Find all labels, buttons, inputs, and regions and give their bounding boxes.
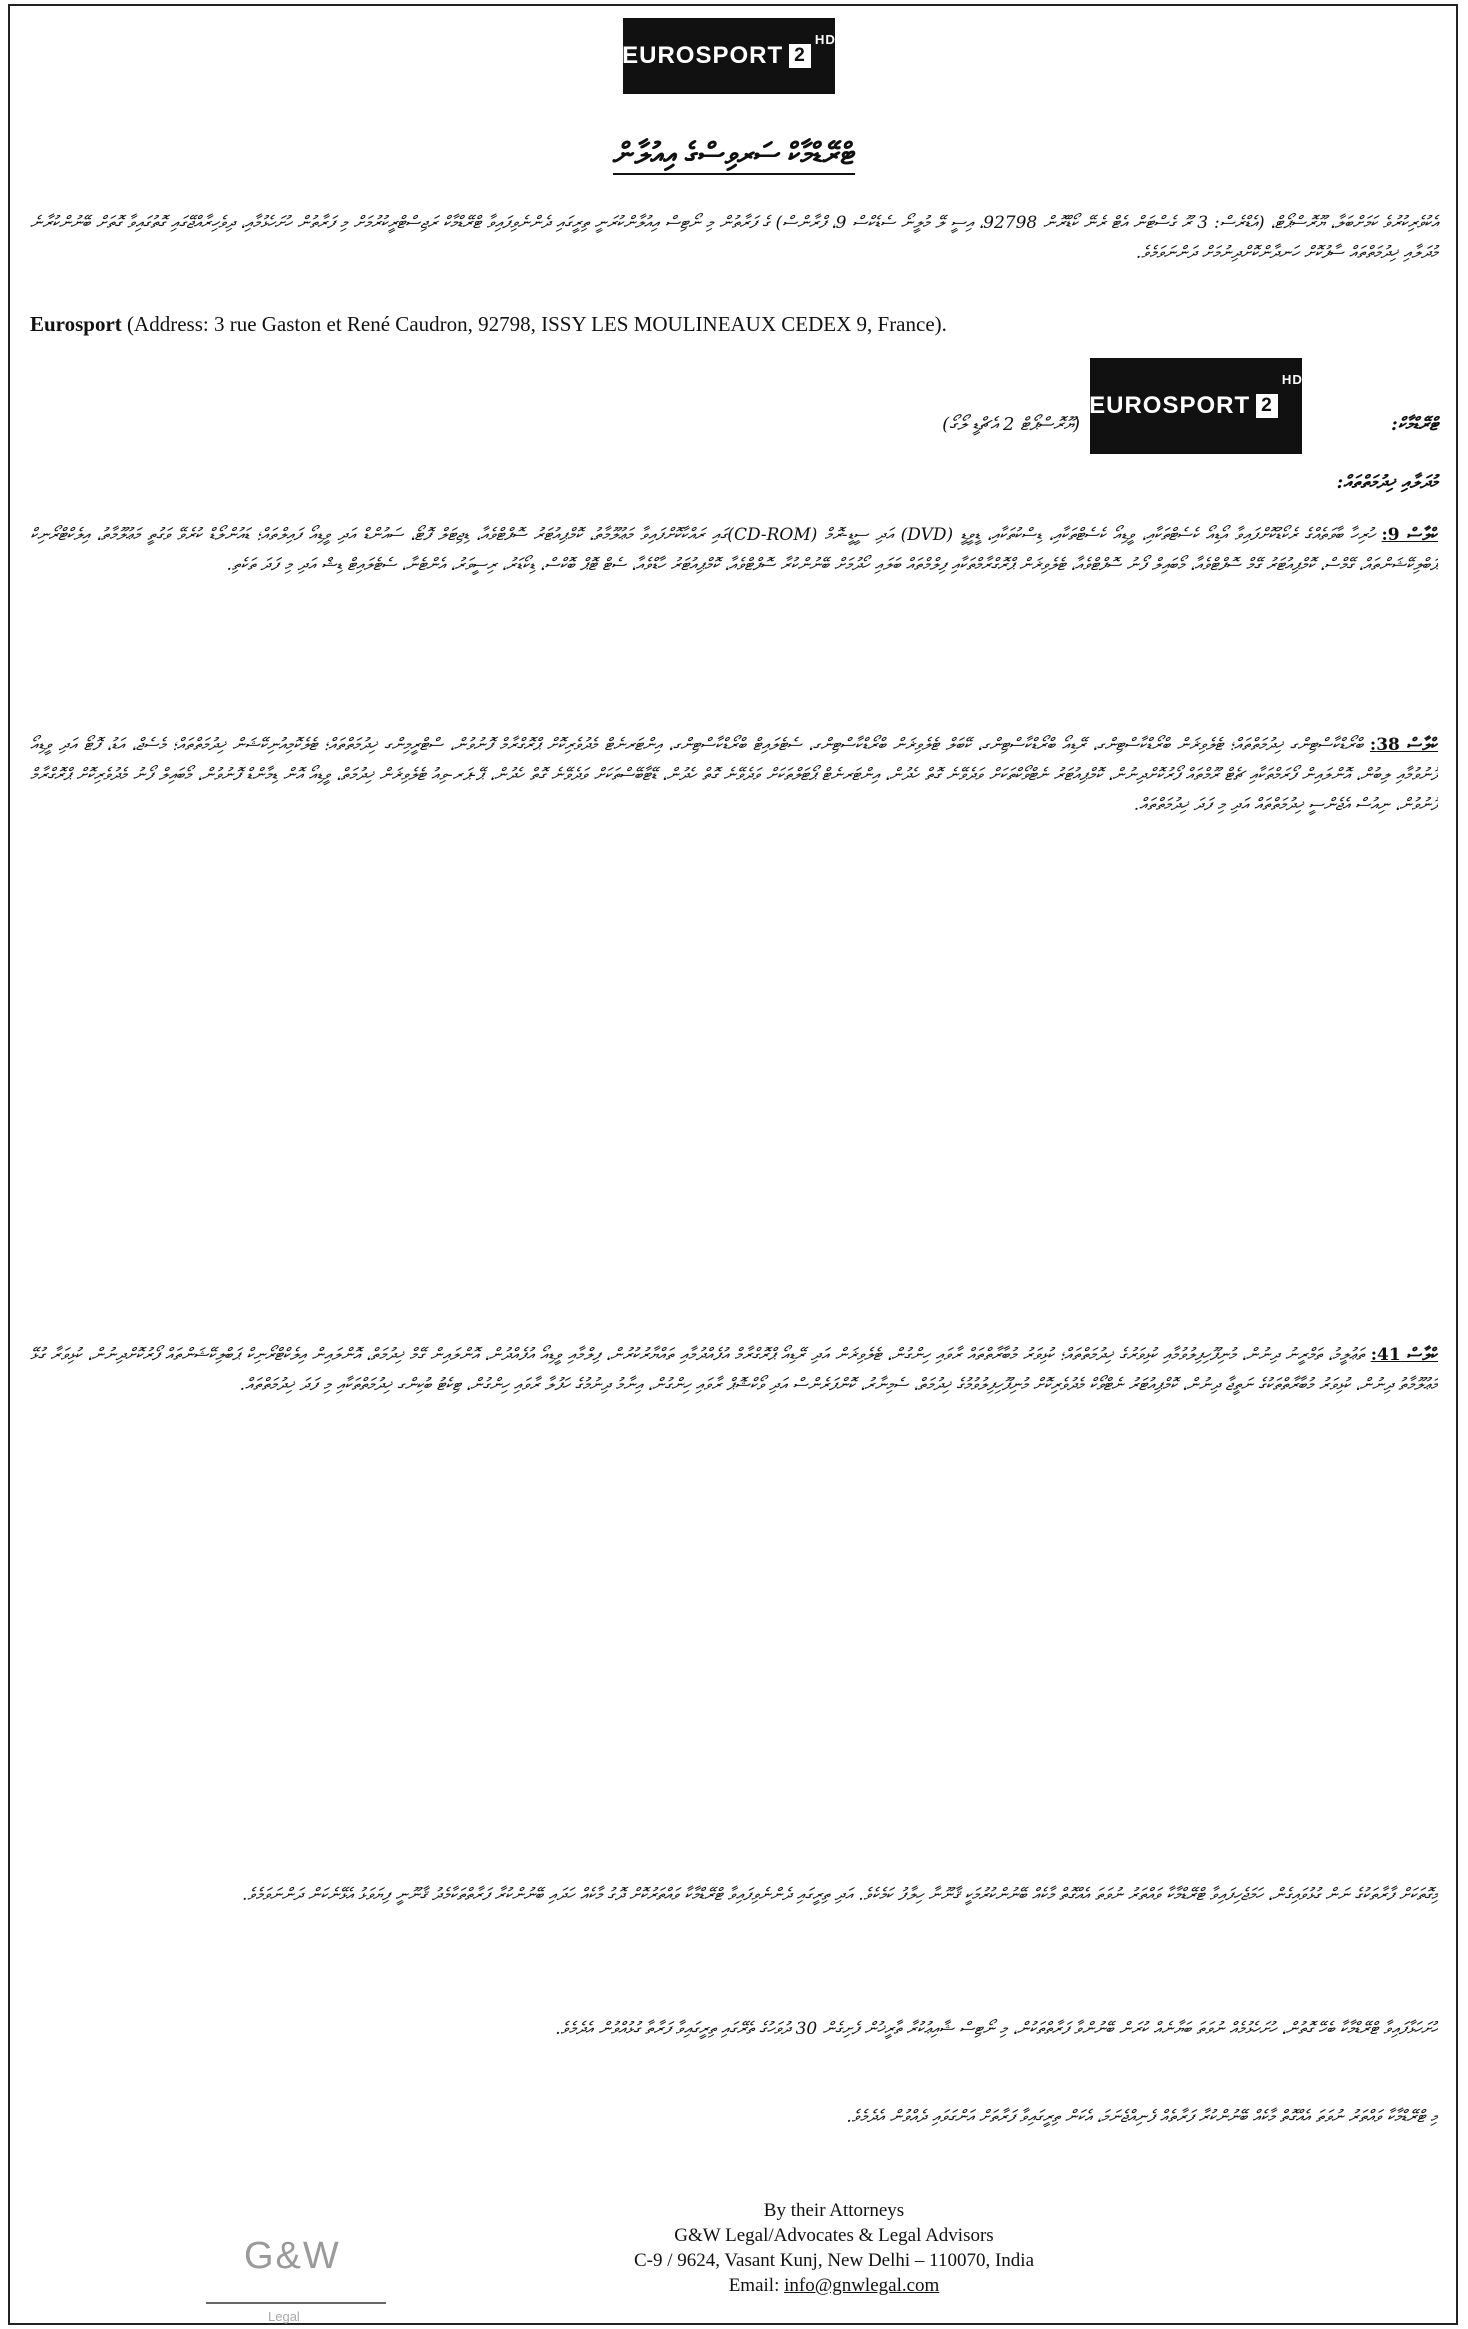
intro-english [30, 310, 1438, 338]
mark-description: (ޔޫރޮސްޕޯޓް 2 އެޗްޑީ ލޯގޯ) [942, 414, 1080, 435]
eurosport-logo-top [623, 18, 835, 94]
attorneys-line-2: G&W Legal/Advocates & Legal Advisors [674, 2225, 994, 2246]
attorneys-line-3: C-9 / 9624, Vasant Kunj, New Delhi – 110070, India [633, 2250, 1034, 2271]
intro-dhivehi: އެކުވެރިކުރުވެ ކަމަށްބަލާ، ޔޫރޮސްޕޯޓް، (އެޑްރެސް: 3 ރޫ ގެސްޓަން އެޓް ރެނޭ ކޯޑްރޮން 92798، އިސީ ލޭ މުލީނޯ ސެޑެކްސް 9، ފްރާންސް) ގެ ފަރާތުން މި ނޯޓިސް އިއުލާންކުރަނީ ތިރީގައި ދެންނެވިފައިވާ ޓްރޭޑްމާކް ރަޖިސްޓްރީކުރުމަށް މި ފަރާތުން ހުށަހެޅުމާއި، ދިވެހިރާއްޖޭގައި ގޮތުގައިވާ ގޮތަށް ބޭނުންކުރާނެ މުދަލާއި ޚިދުމަތްތައް ސާފުކޮށް ހަނދާންކޮށްދިނުމަށް ދަންނަވަމެވެ. [30, 213, 1438, 263]
attorneys-block [520, 2198, 1148, 2298]
company-address: (Address: 3 rue Gaston et René Caudron, 92798, ISSY LES MOULINEAUX CEDEX 9, France). [127, 312, 947, 336]
classes-heading: މުދަލާއި ޚިދުމަތްތައް: [1336, 472, 1438, 493]
class-9-text: ހުރިހާ ބާވަތެއްގެ ރެކޯޑުކޮށްފައިވާ އޯޑިއޯ ކެސެޓްތަކާއި، ވީޑިއޯ ކެސެޓްތަކާއި، ޑިސްކުތަކާއި، ޑީވީޑީ (DVD) އަދި ސީޑީ-ރޮމް (CD-ROM)ގައި ރައްކާކޮށްފައިވާ މަޢުލޫމާތު، ކޮމްޕިއުޓަރު ސޮފްޓްވެއާ، ޑިޖިޓަލް ފޮޓޯ، ސައުންޑް އަދި ވީޑިއޯ ފައިލްތައް؛ ޑައުންލޯޑް ކުރެވޭ ވަގުތީ މަޢުލޫމާތު، އިލެކްޓްރޯނިކް ޕަބްލިކޭޝަންތައް، ގޭމްސް، ކޮމްޕިއުޓަރު ގޭމް ސޮފްޓްވެއާ، މޯބައިލް ފޯނު ސޮފްޓްވެއާ، ޓެލެވިޜަން ޕްރޮގްރާމްތަކާއި ފިލްމްތައް ބަލައި ހޯދުމަށް ބޭނުންކުރާ ސޮފްޓްވެއާ، ކޮމްޕިއުޓަރު ހާޑްވެއާ، ސެޓް ޓޮޕް ބޮކްސް، ޑިކޯޑަރު، ރިސީވަރު، އެންޓެނާ، ސެޓެލައިޓް ޑިޝް އަދި މި ފަދަ ތަކެތި. [30, 525, 1438, 575]
gw-logo: G&W [244, 2235, 341, 2277]
class-41-label: ކްލާސް 41: [1370, 1345, 1438, 1365]
gw-logo-sub: Legal [268, 2309, 300, 2324]
page-title [0, 138, 1468, 172]
class-41 [30, 1340, 1438, 1860]
logo-mark-number: 2 [1256, 394, 1278, 418]
logo-mark-suffix: HD [1281, 372, 1303, 387]
class-9-label: ކްލާސް 9: [1381, 525, 1438, 545]
class-9 [30, 520, 1438, 700]
class-38-text: ބްރޯޑްކާސްޓިންގ ޚިދުމަތްތައް؛ ޓެލެވިޜަން ބްރޯޑްކާސްޓިންގ، ރޭޑިއޯ ބްރޯޑްކާސްޓިންގ، ކޭބަލް ޓެލެވިޜަން ބްރޯޑްކާސްޓިންގ، ސެޓެލައިޓް ބްރޯޑްކާސްޓިންގ، އިންޓަރނެޓް މެދުވެރިކޮށް ޕްރޮގްރާމް ފޮނުވުން، ސްޓްރީމިންގ ޚިދުމަތްތައް؛ ޓެލެކޮމިއުނިކޭޝަން ޚިދުމަތްތައް؛ މެސެޖް، އަޑު، ފޮޓޯ އަދި ވީޑިއޯ ފޮނުވުމާއި ލިބުން، އޮންލައިން ފޯރަމްތަކާއި ޗެޓް ރޫމްތައް ފޯރުކޮށްދިނުން، ކޮމްޕިއުޓަރު ނެޓްވޯކްތަކަށް ވަދެވޭނެ ގޮތް ހެދުން، އިންޓަރނެޓް ޕޯޓަލްތަކަށް ވަދެވޭނެ ގޮތް ހެދުން، ޑޭޓާބޭސްތަކަށް ވަދެވޭނެ ގޮތް ހެދުން، ޕޭ-ޕަރ-ވިއު ޓެލެވިޜަން ޚިދުމަތް، ވީޑިއޯ އޮން ޑިމާންޑް ފޮނުވުން، މޯބައިލް ފޯނު މެދުވެރިކޮށް ޕްރޮގްރާމް ފޮނުވުން، ނިއުސް އެޖެންސީ ޚިދުމަތްތައް އަދި މި ފަދަ ޚިދުމަތްތައް. [30, 735, 1438, 815]
notice-3: މި ޓްރޭޑްމާކާ ވައްތަރު ނުވަތަ އެއްގޮތް މާކެއް ބޭނުންކުރާ ފަރާތެއް ފެނިއްޖެނަމަ، އެކަން ތިރީގައިވާ ފަރާތަށް އަންގަވައި ދެއްވުން އެދެމެވެ. [846, 2107, 1438, 2127]
email-label: Email: [728, 2275, 780, 2296]
page-title-text: ޓްރޭޑްމާކް ސަރވިސްގެ އިއުލާން [613, 138, 855, 175]
logo-text: EUROSPORT [622, 42, 784, 69]
class-41-text: ތަޢުލީމު، ތަމްރީނު ދިނުން، މުނިފޫހިފިލުވުމާއި ކުޅިވަރުގެ ޚިދުމަތްތައް؛ ކުޅިވަރު މުބާރާތްތައް ރާވައި ހިންގުން، ޓެލެވިޜަން އަދި ރޭޑިއޯ ޕްރޮގްރާމް އުފެއްދުމާއި ތައްޔާރުކުރުން، ފިލްމާއި ވީޑިއޯ އުފެއްދުން، އޮންލައިން ގޭމް ޚިދުމަތް، އޮންލައިން އިލެކްޓްރޯނިކް ޕަބްލިކޭޝަންތައް ފޯރުކޮށްދިނުން، ކުޅިވަރާ ގުޅޭ މަޢުލޫމާތު ދިނުން، ކުޅިވަރު މުބާރާތްތަކުގެ ނަތީޖާ ދިނުން، ކޮމްޕިއުޓަރު ނެޓްވޯކް މެދުވެރިކޮށް މުނިފޫހިފިލުވުމުގެ ޚިދުމަތް، ސެމިނާރު، ކޮންފަރެންސް އަދި ވޯކްޝޮޕް ރާވައި ހިންގުން، އިނާމު ދިނުމުގެ ހަފުލާ ރާވައި ހިންގުން، ޓިކެޓު ބުކިންގ ޚިދުމަތްތަކާއި މި ފަދަ ޚިދުމަތްތައް. [30, 1345, 1438, 1395]
email-link[interactable]: info@gnwlegal.com [784, 2275, 940, 2296]
class-38 [30, 730, 1438, 1310]
class-38-label: ކްލާސް 38: [1369, 735, 1438, 755]
logo-suffix: HD [814, 32, 836, 47]
logo-mark-text: EUROSPORT [1089, 392, 1251, 419]
attorneys-line-1: By their Attorneys [763, 2200, 905, 2221]
logo-number: 2 [789, 44, 811, 68]
company-name: Eurosport [30, 312, 122, 336]
eurosport-logo-mark [1090, 358, 1302, 454]
mark-label: ޓްރޭޑްމާކް: [1391, 414, 1438, 435]
notice-1: މިގޮތަކަށް ފާރާތަކުގެ ނަން ގުޅުވައިގެން، ހަމަޖެހިފައިވާ ޓްރޭޑްމާކާ ވައްތަރު ނުވަތަ އެއްގޮތް މާކެއް ބޭނުންކުރުމަކީ ޤާނޫނާ ހިލާފު ކަމެކެވެ. އަދި ތިރީގައި ދެންނެވިފައިވާ ޓްރޭޑްމާކާ ވައްތަރުކޮށް ދޮގު މާކެއް ހަދައި ބޭނުންކުރާ ފަރާތްތަކާމެދު ޤާނޫނީ ފިޔަވަޅު އެޅޭނެކަން ދަންނަވަމެވެ. [242, 1885, 1438, 1905]
attorneys-email-line [520, 2273, 1148, 2298]
notice-2: ހުށަހަޅާފައިވާ ޓްރޭޑްމާކާ ބެހޭ ގޮތުން، ހުށަހެޅުމެއް ނުވަތަ ބަޔާނެއް ކުރަން ބޭނުންވާ ފަރާތްތަކުން، މި ނޯޓިސް ޝާއިޢުކުރާ ތާރީޚުން ފެށިގެން 30 ދުވަހުގެ ތެރޭގައި ތިރީގައިވާ ފަރާތާ ގުޅުއްވުން އެދެމެވެ. [555, 2019, 1438, 2039]
gw-logo-underline [206, 2302, 386, 2304]
